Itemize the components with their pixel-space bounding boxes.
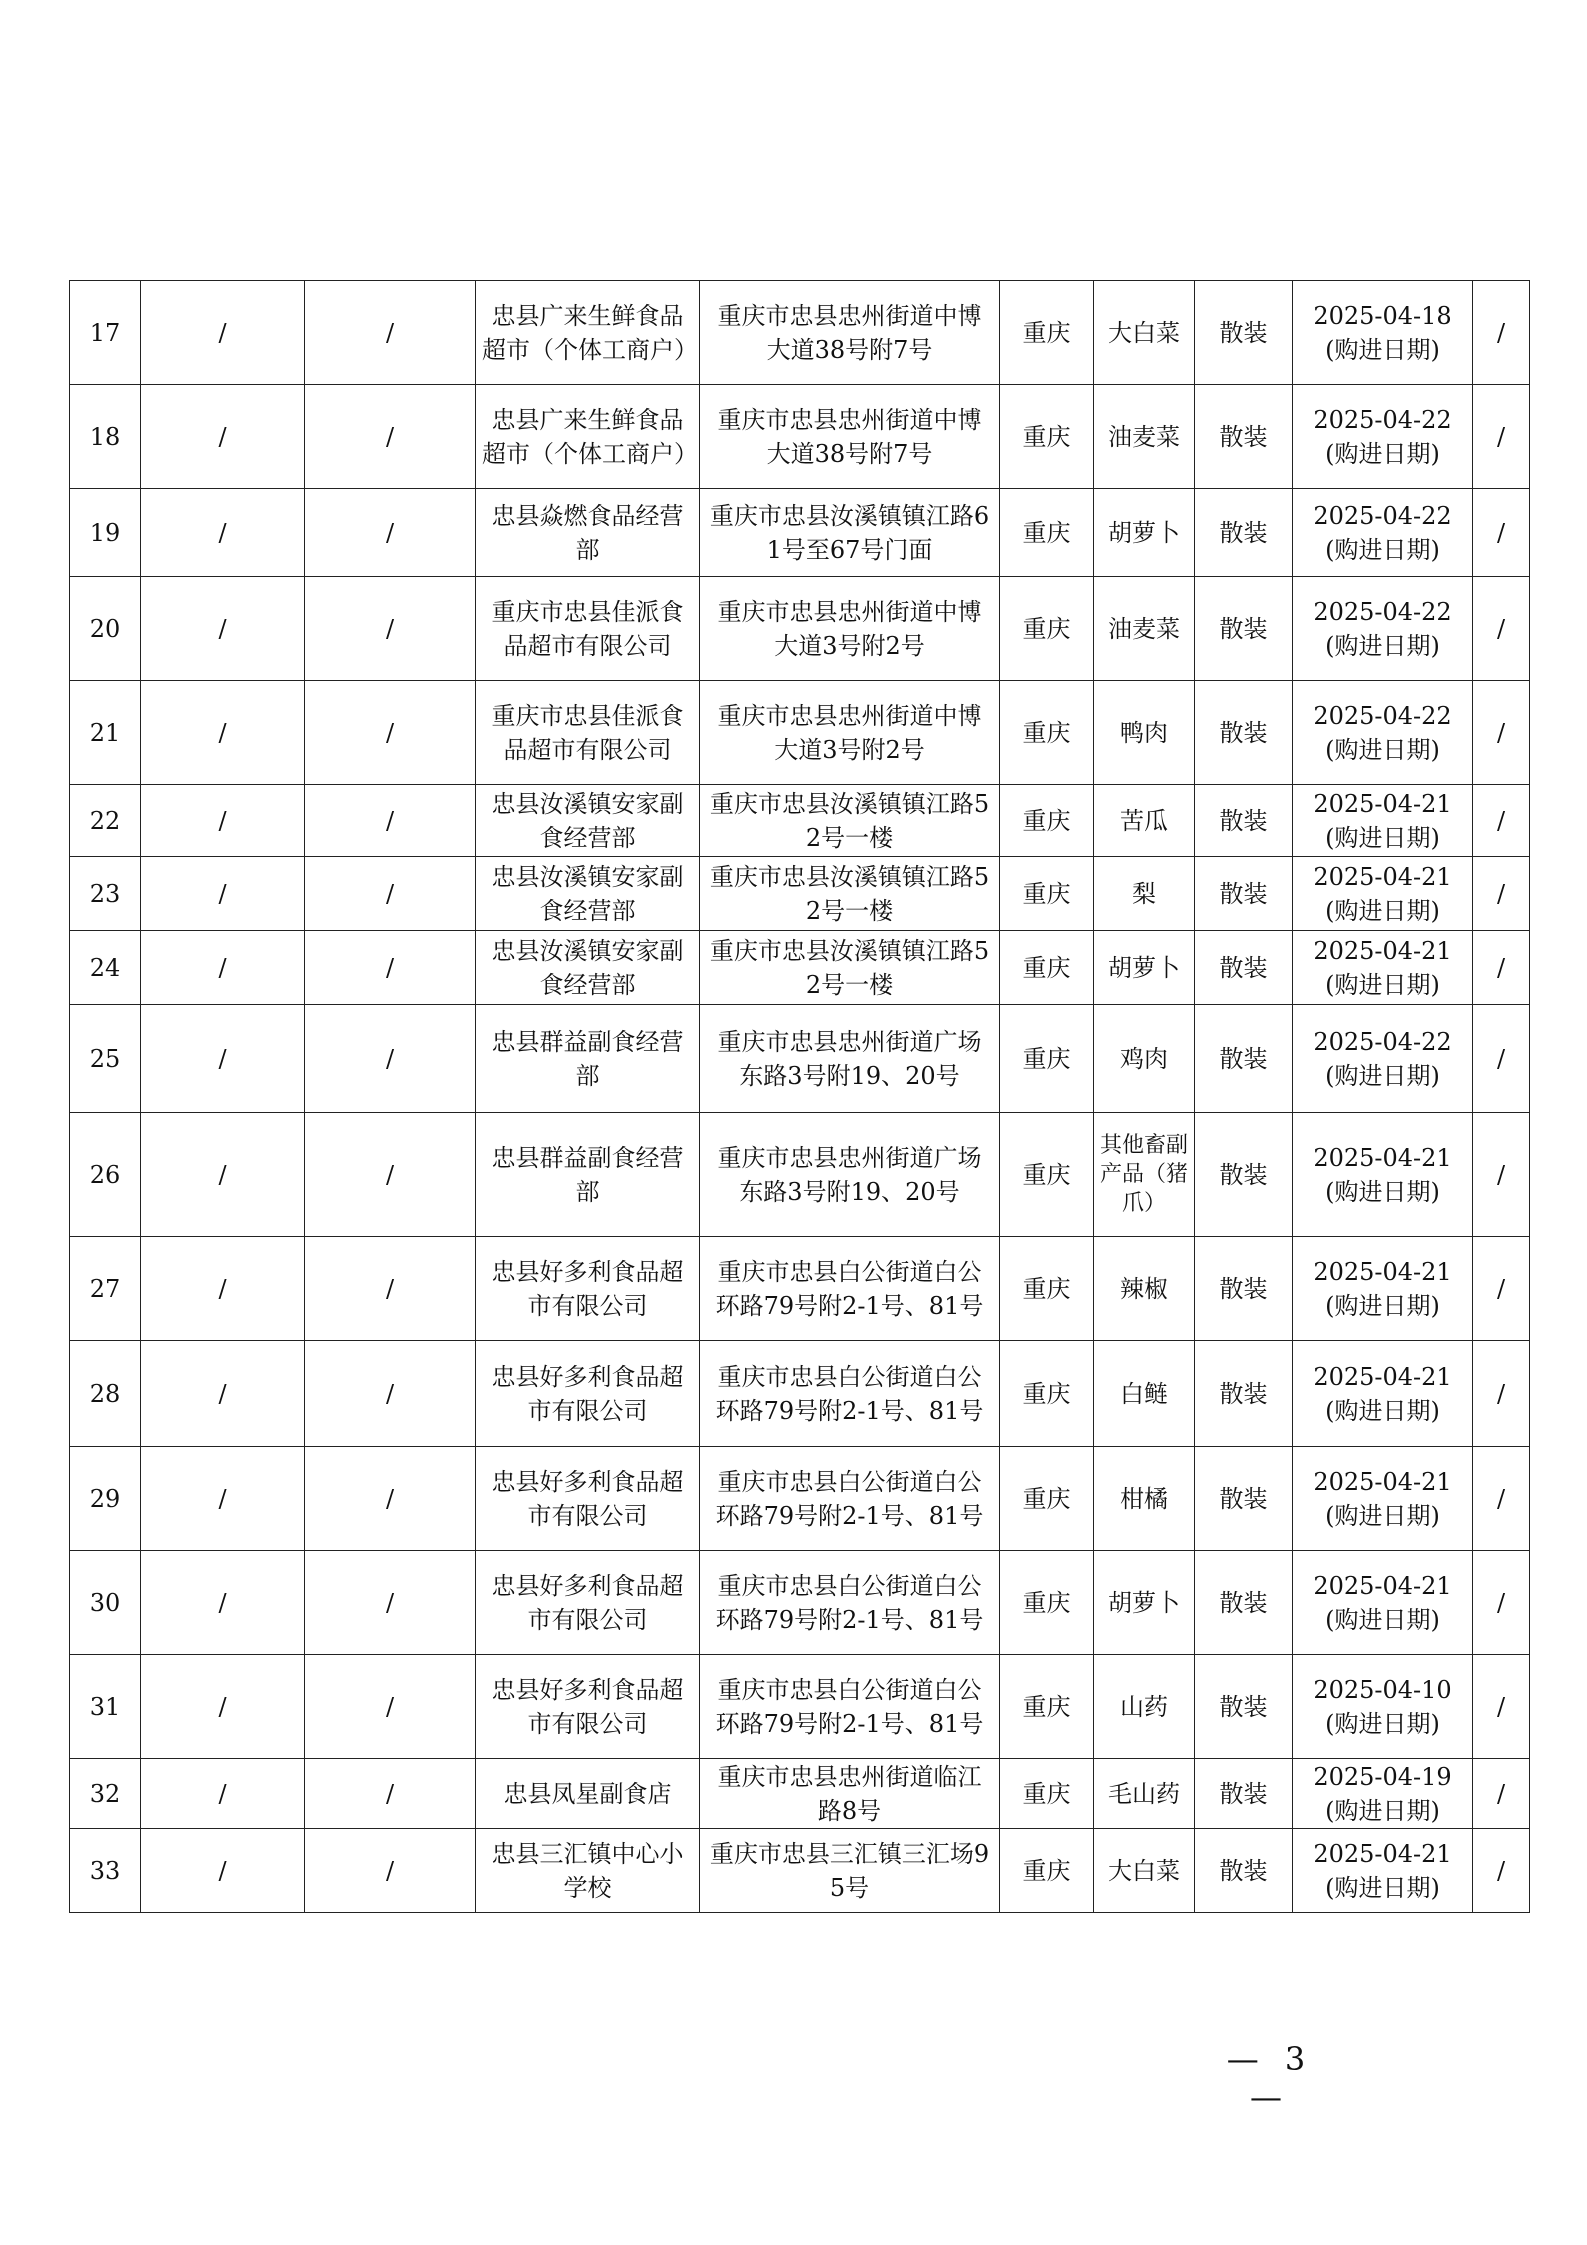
results-table xyxy=(69,280,1530,1913)
remarks: / xyxy=(1473,1829,1530,1913)
col-2-value: / xyxy=(141,577,305,681)
remarks: / xyxy=(1473,1551,1530,1655)
purchase-date: 2025-04-21 (购进日期) xyxy=(1293,1237,1473,1341)
product-name: 苦瓜 xyxy=(1094,785,1195,857)
package-type: 散装 xyxy=(1195,1759,1293,1829)
company-name: 忠县群益副食经营部 xyxy=(476,1113,700,1237)
purchase-date: 2025-04-21 (购进日期) xyxy=(1293,785,1473,857)
remarks: / xyxy=(1473,931,1530,1005)
row-number: 23 xyxy=(70,857,141,931)
col-3-value: / xyxy=(305,1829,476,1913)
company-name: 忠县汝溪镇安家副食经营部 xyxy=(476,785,700,857)
row-number: 20 xyxy=(70,577,141,681)
row-number: 26 xyxy=(70,1113,141,1237)
product-name: 油麦菜 xyxy=(1094,385,1195,489)
row-number: 28 xyxy=(70,1341,141,1447)
origin: 重庆 xyxy=(1000,281,1094,385)
row-number: 19 xyxy=(70,489,141,577)
company-name: 忠县汝溪镇安家副食经营部 xyxy=(476,857,700,931)
remarks: / xyxy=(1473,577,1530,681)
origin: 重庆 xyxy=(1000,385,1094,489)
product-name: 毛山药 xyxy=(1094,1759,1195,1829)
product-name: 胡萝卜 xyxy=(1094,1551,1195,1655)
col-3-value: / xyxy=(305,1237,476,1341)
company-address: 重庆市忠县白公街道白公环路79号附2-1号、81号 xyxy=(700,1655,1000,1759)
purchase-date: 2025-04-21 (购进日期) xyxy=(1293,857,1473,931)
product-name: 鸡肉 xyxy=(1094,1005,1195,1113)
col-2-value: / xyxy=(141,1005,305,1113)
package-type: 散装 xyxy=(1195,1551,1293,1655)
table-body xyxy=(70,281,1530,1913)
company-name: 忠县好多利食品超市有限公司 xyxy=(476,1551,700,1655)
col-3-value: / xyxy=(305,1447,476,1551)
purchase-date: 2025-04-10 (购进日期) xyxy=(1293,1655,1473,1759)
package-type: 散装 xyxy=(1195,281,1293,385)
package-type: 散装 xyxy=(1195,577,1293,681)
row-number: 25 xyxy=(70,1005,141,1113)
col-3-value: / xyxy=(305,1759,476,1829)
package-type: 散装 xyxy=(1195,1341,1293,1447)
package-type: 散装 xyxy=(1195,1113,1293,1237)
company-address: 重庆市忠县忠州街道中博大道3号附2号 xyxy=(700,681,1000,785)
company-address: 重庆市忠县三汇镇三汇场95号 xyxy=(700,1829,1000,1913)
company-name: 重庆市忠县佳派食品超市有限公司 xyxy=(476,577,700,681)
package-type: 散装 xyxy=(1195,1829,1293,1913)
table-row xyxy=(70,1551,1530,1655)
row-number: 24 xyxy=(70,931,141,1005)
company-address: 重庆市忠县白公街道白公环路79号附2-1号、81号 xyxy=(700,1237,1000,1341)
purchase-date: 2025-04-22 (购进日期) xyxy=(1293,1005,1473,1113)
col-3-value: / xyxy=(305,1005,476,1113)
remarks: / xyxy=(1473,857,1530,931)
col-3-value: / xyxy=(305,931,476,1005)
col-2-value: / xyxy=(141,1829,305,1913)
company-address: 重庆市忠县白公街道白公环路79号附2-1号、81号 xyxy=(700,1447,1000,1551)
company-address: 重庆市忠县忠州街道广场东路3号附19、20号 xyxy=(700,1113,1000,1237)
company-address: 重庆市忠县汝溪镇镇江路52号一楼 xyxy=(700,785,1000,857)
table-row xyxy=(70,1655,1530,1759)
product-name: 胡萝卜 xyxy=(1094,489,1195,577)
remarks: / xyxy=(1473,1005,1530,1113)
col-3-value: / xyxy=(305,1551,476,1655)
col-3-value: / xyxy=(305,489,476,577)
table-row xyxy=(70,1829,1530,1913)
package-type: 散装 xyxy=(1195,1447,1293,1551)
table-row xyxy=(70,1113,1530,1237)
origin: 重庆 xyxy=(1000,1759,1094,1829)
col-3-value: / xyxy=(305,1113,476,1237)
remarks: / xyxy=(1473,385,1530,489)
col-3-value: / xyxy=(305,577,476,681)
purchase-date: 2025-04-18 (购进日期) xyxy=(1293,281,1473,385)
col-2-value: / xyxy=(141,385,305,489)
purchase-date: 2025-04-22 (购进日期) xyxy=(1293,385,1473,489)
table-row xyxy=(70,1759,1530,1829)
table-row xyxy=(70,1447,1530,1551)
origin: 重庆 xyxy=(1000,577,1094,681)
origin: 重庆 xyxy=(1000,785,1094,857)
page-number: — 3 — xyxy=(1226,2040,1314,2116)
col-3-value: / xyxy=(305,1655,476,1759)
origin: 重庆 xyxy=(1000,1829,1094,1913)
product-name: 大白菜 xyxy=(1094,1829,1195,1913)
company-name: 忠县好多利食品超市有限公司 xyxy=(476,1341,700,1447)
company-address: 重庆市忠县白公街道白公环路79号附2-1号、81号 xyxy=(700,1551,1000,1655)
row-number: 21 xyxy=(70,681,141,785)
company-name: 忠县群益副食经营部 xyxy=(476,1005,700,1113)
col-3-value: / xyxy=(305,857,476,931)
origin: 重庆 xyxy=(1000,931,1094,1005)
company-address: 重庆市忠县忠州街道广场东路3号附19、20号 xyxy=(700,1005,1000,1113)
col-2-value: / xyxy=(141,1113,305,1237)
table-row xyxy=(70,857,1530,931)
row-number: 30 xyxy=(70,1551,141,1655)
remarks: / xyxy=(1473,1759,1530,1829)
origin: 重庆 xyxy=(1000,1237,1094,1341)
company-address: 重庆市忠县忠州街道中博大道38号附7号 xyxy=(700,281,1000,385)
origin: 重庆 xyxy=(1000,1341,1094,1447)
purchase-date: 2025-04-21 (购进日期) xyxy=(1293,1113,1473,1237)
purchase-date: 2025-04-21 (购进日期) xyxy=(1293,1341,1473,1447)
product-name: 辣椒 xyxy=(1094,1237,1195,1341)
company-name: 忠县焱燃食品经营部 xyxy=(476,489,700,577)
product-name: 油麦菜 xyxy=(1094,577,1195,681)
package-type: 散装 xyxy=(1195,931,1293,1005)
remarks: / xyxy=(1473,1237,1530,1341)
purchase-date: 2025-04-21 (购进日期) xyxy=(1293,1551,1473,1655)
company-name: 忠县好多利食品超市有限公司 xyxy=(476,1447,700,1551)
purchase-date: 2025-04-22 (购进日期) xyxy=(1293,577,1473,681)
col-2-value: / xyxy=(141,857,305,931)
origin: 重庆 xyxy=(1000,1447,1094,1551)
product-name: 胡萝卜 xyxy=(1094,931,1195,1005)
company-name: 忠县广来生鲜食品超市（个体工商户） xyxy=(476,281,700,385)
purchase-date: 2025-04-21 (购进日期) xyxy=(1293,931,1473,1005)
col-3-value: / xyxy=(305,1341,476,1447)
package-type: 散装 xyxy=(1195,1005,1293,1113)
purchase-date: 2025-04-22 (购进日期) xyxy=(1293,489,1473,577)
table-row xyxy=(70,1237,1530,1341)
row-number: 17 xyxy=(70,281,141,385)
row-number: 33 xyxy=(70,1829,141,1913)
row-number: 27 xyxy=(70,1237,141,1341)
col-2-value: / xyxy=(141,1759,305,1829)
remarks: / xyxy=(1473,1447,1530,1551)
company-name: 忠县汝溪镇安家副食经营部 xyxy=(476,931,700,1005)
col-3-value: / xyxy=(305,785,476,857)
row-number: 22 xyxy=(70,785,141,857)
origin: 重庆 xyxy=(1000,489,1094,577)
package-type: 散装 xyxy=(1195,785,1293,857)
package-type: 散装 xyxy=(1195,1237,1293,1341)
table-row xyxy=(70,577,1530,681)
company-address: 重庆市忠县忠州街道中博大道3号附2号 xyxy=(700,577,1000,681)
table-row xyxy=(70,1005,1530,1113)
col-2-value: / xyxy=(141,489,305,577)
row-number: 32 xyxy=(70,1759,141,1829)
product-name: 白鲢 xyxy=(1094,1341,1195,1447)
col-2-value: / xyxy=(141,281,305,385)
company-address: 重庆市忠县汝溪镇镇江路52号一楼 xyxy=(700,857,1000,931)
col-2-value: / xyxy=(141,1551,305,1655)
origin: 重庆 xyxy=(1000,1005,1094,1113)
package-type: 散装 xyxy=(1195,385,1293,489)
col-2-value: / xyxy=(141,1447,305,1551)
col-3-value: / xyxy=(305,681,476,785)
origin: 重庆 xyxy=(1000,1113,1094,1237)
remarks: / xyxy=(1473,1113,1530,1237)
table-row xyxy=(70,385,1530,489)
package-type: 散装 xyxy=(1195,681,1293,785)
table-row xyxy=(70,281,1530,385)
package-type: 散装 xyxy=(1195,489,1293,577)
col-2-value: / xyxy=(141,1237,305,1341)
purchase-date: 2025-04-21 (购进日期) xyxy=(1293,1447,1473,1551)
origin: 重庆 xyxy=(1000,1551,1094,1655)
table-row xyxy=(70,489,1530,577)
row-number: 18 xyxy=(70,385,141,489)
purchase-date: 2025-04-19 (购进日期) xyxy=(1293,1759,1473,1829)
col-2-value: / xyxy=(141,785,305,857)
remarks: / xyxy=(1473,785,1530,857)
product-name: 山药 xyxy=(1094,1655,1195,1759)
company-name: 忠县好多利食品超市有限公司 xyxy=(476,1655,700,1759)
col-2-value: / xyxy=(141,681,305,785)
col-2-value: / xyxy=(141,1655,305,1759)
origin: 重庆 xyxy=(1000,1655,1094,1759)
purchase-date: 2025-04-21 (购进日期) xyxy=(1293,1829,1473,1913)
product-name: 柑橘 xyxy=(1094,1447,1195,1551)
company-name: 忠县好多利食品超市有限公司 xyxy=(476,1237,700,1341)
table-row xyxy=(70,785,1530,857)
company-name: 忠县三汇镇中心小学校 xyxy=(476,1829,700,1913)
package-type: 散装 xyxy=(1195,857,1293,931)
table-row xyxy=(70,681,1530,785)
row-number: 29 xyxy=(70,1447,141,1551)
product-name: 其他畜副产品（猪爪） xyxy=(1094,1113,1195,1237)
company-name: 忠县凤星副食店 xyxy=(476,1759,700,1829)
row-number: 31 xyxy=(70,1655,141,1759)
remarks: / xyxy=(1473,281,1530,385)
company-address: 重庆市忠县汝溪镇镇江路61号至67号门面 xyxy=(700,489,1000,577)
remarks: / xyxy=(1473,1341,1530,1447)
purchase-date: 2025-04-22 (购进日期) xyxy=(1293,681,1473,785)
company-address: 重庆市忠县白公街道白公环路79号附2-1号、81号 xyxy=(700,1341,1000,1447)
col-2-value: / xyxy=(141,931,305,1005)
origin: 重庆 xyxy=(1000,681,1094,785)
company-address: 重庆市忠县忠州街道中博大道38号附7号 xyxy=(700,385,1000,489)
company-name: 忠县广来生鲜食品超市（个体工商户） xyxy=(476,385,700,489)
col-3-value: / xyxy=(305,385,476,489)
remarks: / xyxy=(1473,1655,1530,1759)
table-row xyxy=(70,1341,1530,1447)
remarks: / xyxy=(1473,681,1530,785)
company-address: 重庆市忠县忠州街道临江路8号 xyxy=(700,1759,1000,1829)
company-name: 重庆市忠县佳派食品超市有限公司 xyxy=(476,681,700,785)
col-2-value: / xyxy=(141,1341,305,1447)
table-row xyxy=(70,931,1530,1005)
package-type: 散装 xyxy=(1195,1655,1293,1759)
product-name: 鸭肉 xyxy=(1094,681,1195,785)
origin: 重庆 xyxy=(1000,857,1094,931)
product-name: 梨 xyxy=(1094,857,1195,931)
product-name: 大白菜 xyxy=(1094,281,1195,385)
col-3-value: / xyxy=(305,281,476,385)
remarks: / xyxy=(1473,489,1530,577)
company-address: 重庆市忠县汝溪镇镇江路52号一楼 xyxy=(700,931,1000,1005)
